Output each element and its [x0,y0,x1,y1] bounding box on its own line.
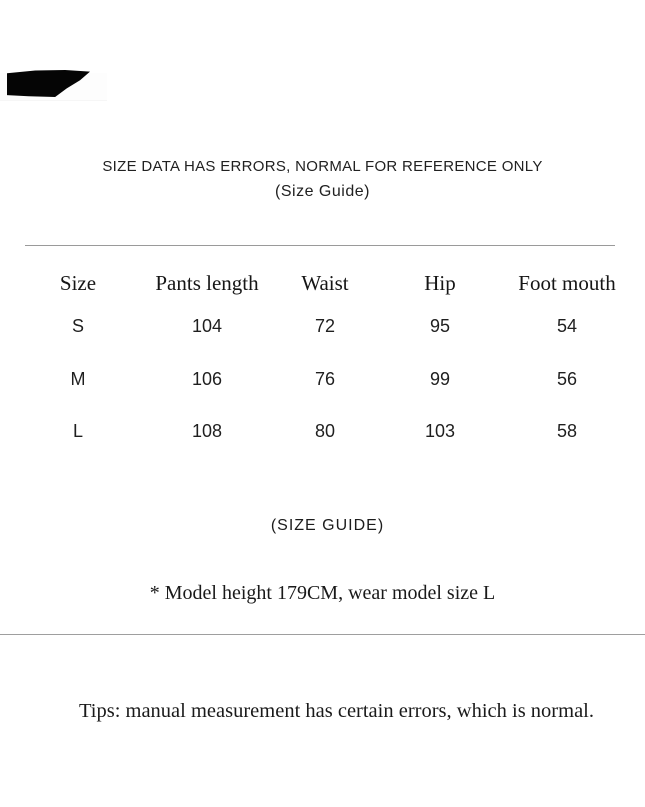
bottom-divider-rule [0,634,645,635]
measurement-cell: 58 [556,421,578,441]
measurement-cell: 95 [429,316,451,336]
measurement-cell: 104 [191,316,223,336]
disclaimer-heading: SIZE DATA HAS ERRORS, NORMAL FOR REFERENCE ONLY [102,158,543,175]
disclaimer-subheading: (Size Guide) [275,183,370,200]
measurement-cell: 56 [556,369,578,389]
column-header-waist: Waist [301,271,349,295]
measurement-cell: 76 [314,369,336,389]
measurement-cell: 106 [191,369,223,389]
column-header-hip: Hip [424,271,456,295]
size-label-cell: L [72,421,83,441]
size-row-s [20,312,626,340]
column-header-size: Size [59,271,97,295]
column-header-pants-length: Pants length [155,271,259,295]
measurement-tips-note: Tips: manual measurement has certain errors, which is normal. [78,700,595,722]
measurement-cell: 108 [191,421,223,441]
measurement-cell: 80 [314,421,336,441]
size-guide-caption: (SIZE GUIDE) [270,517,385,534]
top-divider-rule [25,245,615,246]
measurement-cell: 72 [314,316,336,336]
column-header-foot-mouth: Foot mouth [518,271,616,295]
size-row-l [20,417,626,445]
measurement-cell: 54 [556,316,578,336]
size-label-cell: M [70,369,86,389]
measurement-cell: 99 [429,369,451,389]
size-row-m [20,365,626,393]
model-height-note: * Model height 179CM, wear model size L [149,582,496,604]
size-label-cell: S [71,316,84,336]
measurement-cell: 103 [424,421,456,441]
size-table-header-row [20,269,626,297]
